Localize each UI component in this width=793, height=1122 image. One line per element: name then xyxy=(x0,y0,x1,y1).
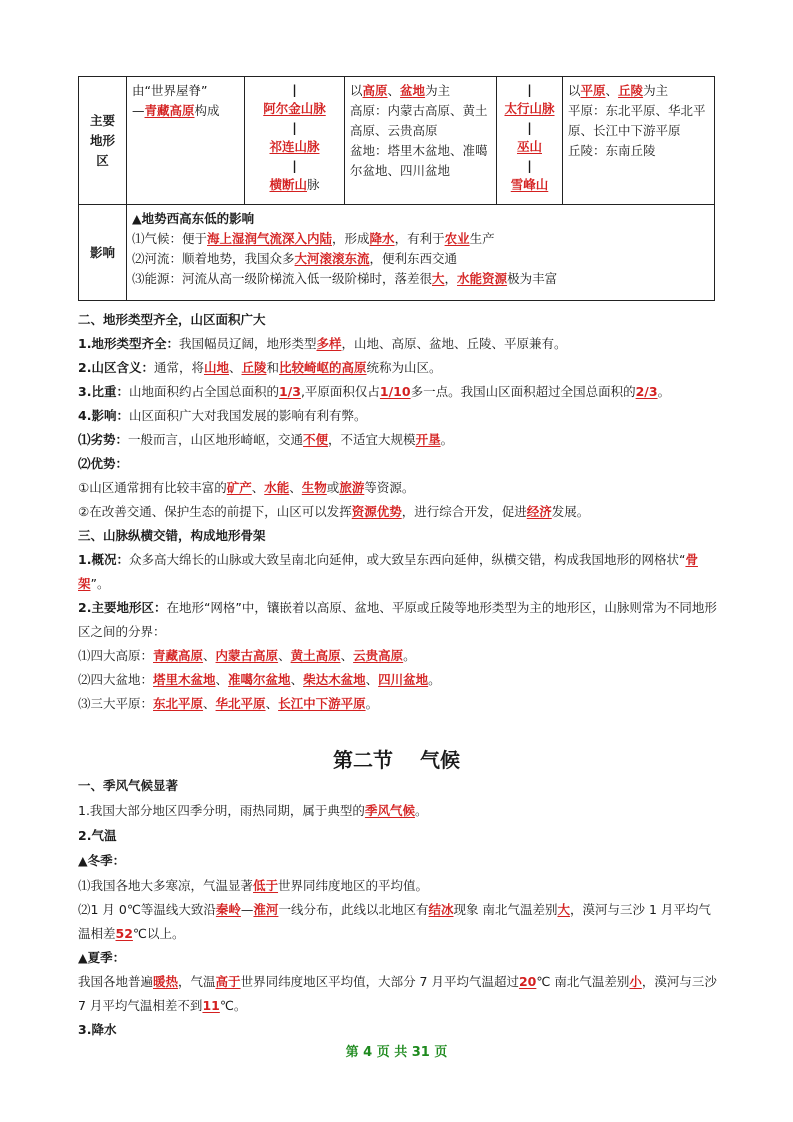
section-title-climate: 第二节 气候 xyxy=(333,748,460,772)
paragraph-advantage-1: ①山区通常拥有比较丰富的矿产、水能、生物或旅游等资源。 xyxy=(78,480,415,495)
paragraph-proportion: 3.比重：山地面积约占全国总面积的1/3,平原面积仅占1/10多一点。我国山区面积超过全国总面积的2/3。 xyxy=(78,384,671,399)
cell-middle: 以高原、盆地为主 高原：内蒙古高原、黄土高原、云贵高原 盆地：塔里木盆地、准噶尔盆地、四川盆地 xyxy=(345,77,497,205)
row-header-main-landform: 主要地形区 xyxy=(79,77,127,205)
paragraph-winter-2: ⑵1 月 0℃等温线大致沿秦岭—淮河一线分布，此线以北地区有结冰现象 南北气温差别大，漠河与三沙 1 月平均气温相差52℃以上。 xyxy=(78,902,711,941)
table-row-impact xyxy=(79,205,715,301)
paragraph-overview: 1.概况：众多高大绵长的山脉或大致呈南北向延伸，或大致呈东西向延伸，纵横交错，构成我国地形的网格状“骨架”。 xyxy=(78,552,698,591)
cell-west: 由“世界屋脊” —青藏高原构成 xyxy=(127,77,245,205)
heading-winter: ▲冬季： xyxy=(78,853,126,868)
cell-east: 以平原、丘陵为主 平原：东北平原、华北平原、长江中下游平原 丘陵：东南丘陵 xyxy=(563,77,715,205)
heading-temperature: 2.气温 xyxy=(78,828,117,843)
paragraph-disadvantage: ⑴劣势：一般而言，山区地形崎岖，交通不便，不适宜大规模开垦。 xyxy=(78,432,454,447)
row-header-impact: 影响 xyxy=(79,205,127,301)
paragraph-mountain-area-def: 2.山区含义：通常，将山地、丘陵和比较崎岖的高原统称为山区。 xyxy=(78,360,442,375)
mountain-hengduan: 横断山 xyxy=(269,177,307,192)
mountain-qilian: 祁连山脉 xyxy=(269,139,320,154)
list-four-plateaus: ⑴四大高原：青藏高原、内蒙古高原、黄土高原、云贵高原。 xyxy=(78,648,416,663)
mountain-xuefeng: 雪峰山 xyxy=(510,177,549,192)
list-four-basins: ⑵四大盆地：塔里木盆地、准噶尔盆地、柴达木盆地、四川盆地。 xyxy=(78,672,441,687)
cell-mountains-2: | 太行山脉 | 巫山 | 雪峰山 xyxy=(497,77,563,205)
paragraph-monsoon: 1.我国大部分地区四季分明，雨热同期，属于典型的季风气候。 xyxy=(78,803,428,818)
table-row-main-landform xyxy=(79,77,715,205)
mountain-altun: 阿尔金山脉 xyxy=(263,101,326,116)
cell-mountains-1: | 阿尔金山脉 | 祁连山脉 | 横断山脉 xyxy=(245,77,345,205)
page-total: 31 xyxy=(411,1045,430,1060)
paragraph-winter-1: ⑴我国各地大多寒凉，气温显著低于世界同纬度地区的平均值。 xyxy=(78,878,429,893)
climate-heading-1: 一、季风气候显著 xyxy=(78,778,179,793)
mountain-wushan: 巫山 xyxy=(516,139,542,154)
paragraph-advantage-heading: ⑵优势： xyxy=(78,456,129,471)
paragraph-main-landform-areas: 2.主要地形区：在地形“网格”中，镶嵌着以高原、盆地、平原或丘陵等地形类型为主的地形区，山脉则常为不同地形区之间的分界： xyxy=(78,600,717,639)
landform-table xyxy=(78,76,715,301)
paragraph-advantage-2: ②在改善交通、保护生态的前提下，山区可以发挥资源优势，进行综合开发，促进经济发展。 xyxy=(78,504,590,519)
page-footer: 第 4 页 共 31 页 xyxy=(345,1045,448,1060)
mountain-taihang: 太行山脉 xyxy=(504,101,555,116)
list-three-plains: ⑶三大平原：东北平原、华北平原、长江中下游平原。 xyxy=(78,696,379,711)
section-heading-2: 二、地形类型齐全，山区面积广大 xyxy=(78,312,266,327)
paragraph-summer: 我国各地普遍暖热，气温高于世界同纬度地区平均值，大部分 7 月平均气温超过20℃ 南北气温差别小，漠河与三沙 7 月平均气温相差不到11℃。 xyxy=(78,974,717,1013)
heading-summer: ▲夏季： xyxy=(78,950,126,965)
cell-impact: ▲地势西高东低的影响 ⑴气候：便于海上湿润气流深入内陆，形成降水，有利于农业生产 ⑵河流：顺着地势，我国众多大河滚滚东流，便利东西交通 ⑶能源：河流从高一级阶梯流入低一级阶梯时，落差很大，水能资源极为丰富 xyxy=(127,205,715,301)
page-number: 4 xyxy=(363,1045,373,1060)
paragraph-influence: 4.影响：山区面积广大对我国发展的影响有利有弊。 xyxy=(78,408,367,423)
heading-precipitation: 3.降水 xyxy=(78,1022,117,1037)
section-heading-3: 三、山脉纵横交错，构成地形骨架 xyxy=(78,528,266,543)
paragraph-landform-types: 1.地形类型齐全：我国幅员辽阔，地形类型多样，山地、高原、盆地、丘陵、平原兼有。 xyxy=(78,336,567,351)
